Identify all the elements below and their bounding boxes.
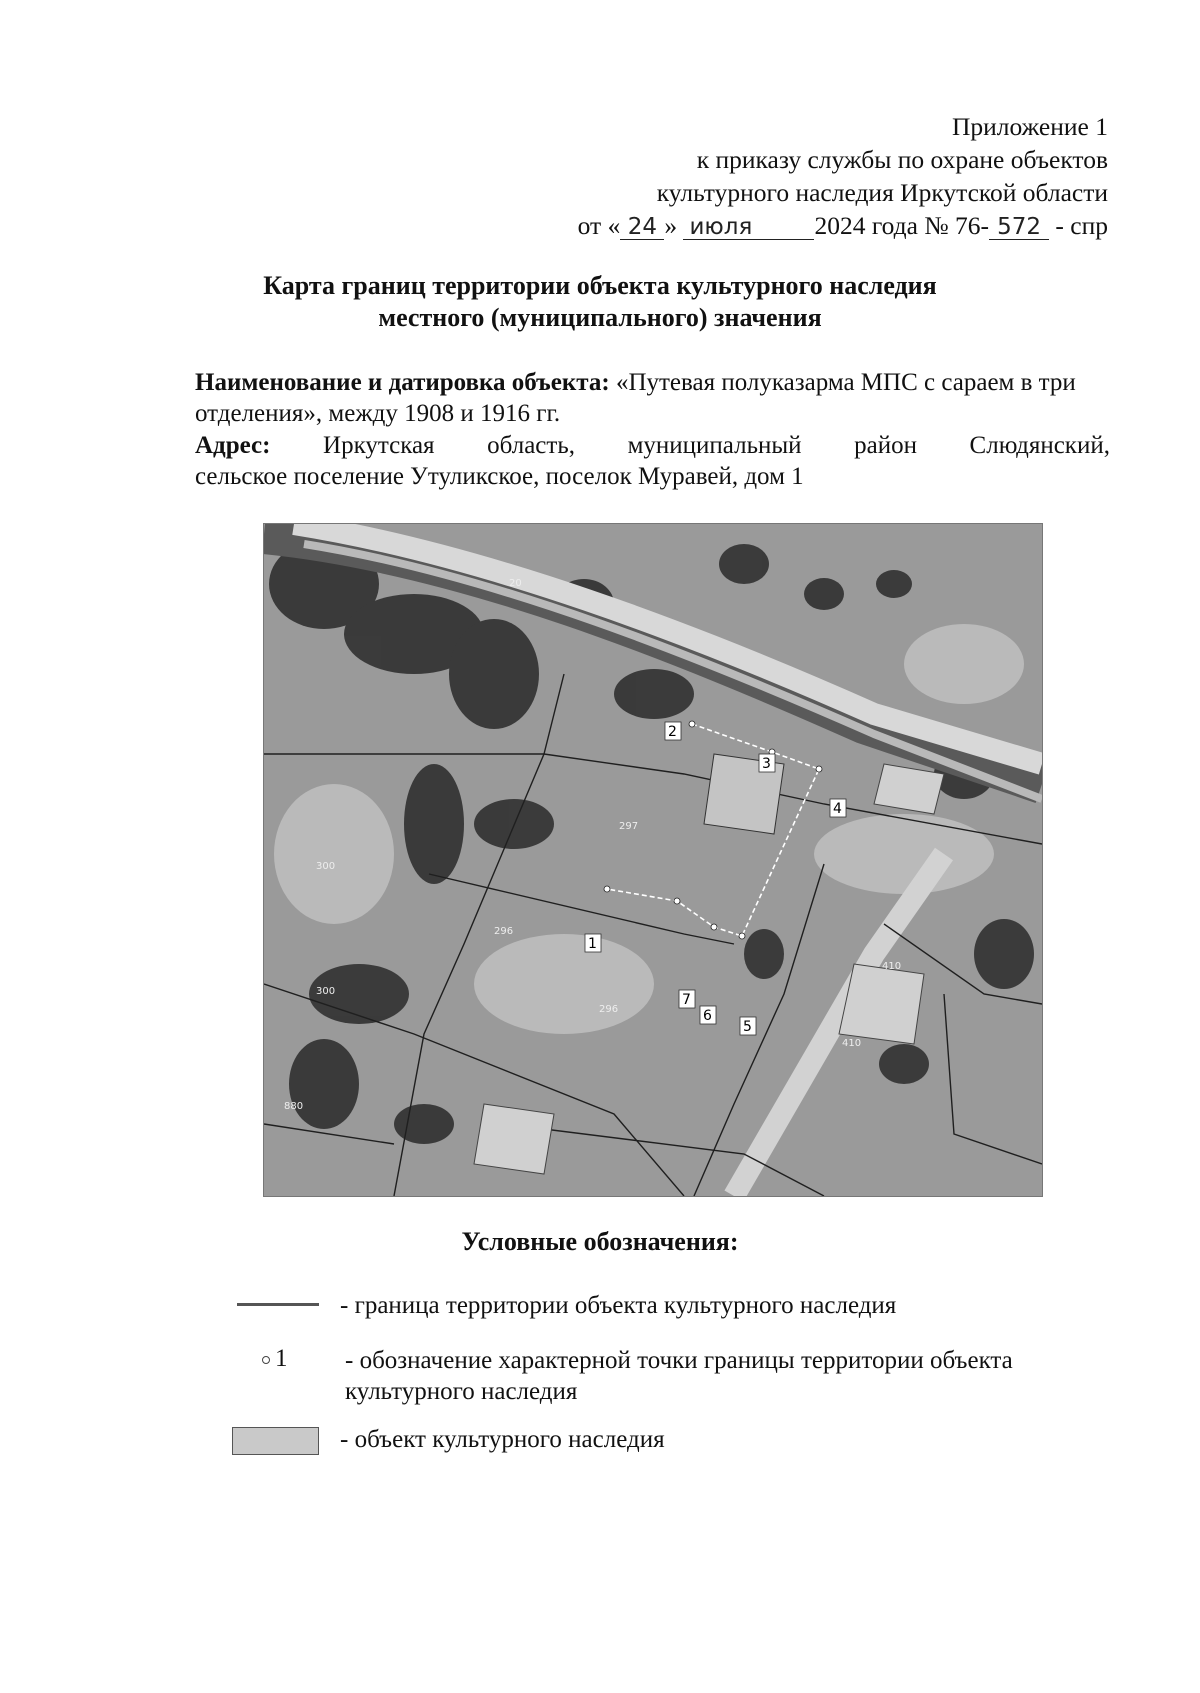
appendix-line-2: к приказу службы по охране объектов (696, 145, 1108, 174)
date-mid: » (664, 211, 678, 240)
date-day: 24 (620, 215, 664, 240)
parcel-number: 410 (882, 961, 902, 972)
parcel-number: 296 (494, 926, 514, 937)
address-word: область, (487, 432, 575, 459)
boundary-point-2 (689, 721, 695, 727)
object-name-block (195, 367, 1110, 429)
address-word: Иркутская (323, 432, 435, 459)
appendix-title: Приложение 1 (952, 112, 1108, 141)
parcel-number: 300 (316, 861, 336, 872)
parcel-number: 300 (316, 986, 336, 997)
aerial-map (263, 523, 1043, 1197)
address-word: муниципальный (627, 432, 802, 459)
title-line-2: местного (муниципального) значения (378, 303, 822, 332)
point-label-2: 2 (668, 724, 677, 740)
address-line-2: сельское поселение Утуликское, поселок Муравей, дом 1 (195, 463, 804, 490)
point-label-5: 5 (743, 1019, 752, 1035)
date-month: июля (683, 215, 814, 240)
parcel-number: 297 (619, 821, 639, 832)
point-label-1: 1 (588, 936, 597, 952)
point-label-7: 7 (682, 992, 691, 1008)
legend-object-swatch (232, 1427, 319, 1455)
legend-point-sample: 1 (275, 1345, 288, 1372)
boundary-point-4 (816, 766, 822, 772)
document-title (0, 270, 1200, 334)
point-label-6: 6 (703, 1008, 712, 1024)
object-address-block (195, 430, 1110, 492)
date-year: 2024 года № 76- (814, 211, 990, 240)
parcel-number: 296 (599, 1004, 619, 1015)
map-svg (264, 524, 1042, 1196)
legend-point-swatch (262, 1356, 270, 1364)
point-label-3: 3 (762, 756, 771, 772)
boundary-point-7 (674, 898, 680, 904)
address-word: район (854, 432, 917, 459)
address-label: Адрес: (195, 432, 271, 459)
parcel-number: 20 (509, 578, 522, 589)
legend-boundary-text: - граница территории объекта культурного наследия (340, 1292, 897, 1319)
date-prefix: от « (577, 211, 621, 240)
legend-boundary-swatch (237, 1303, 319, 1306)
boundary-point-1 (604, 886, 610, 892)
object-name-label: Наименование и датировка объекта: (195, 369, 610, 396)
boundary-point-5 (739, 933, 745, 939)
appendix-line-3: культурного наследия Иркутской области (656, 178, 1108, 207)
legend-title: Условные обозначения: (461, 1227, 739, 1256)
object-name-value: «Путевая полуказарма МПС с сараем в три отделения», между 1908 и 1916 гг. (195, 369, 1076, 427)
point-label-4: 4 (833, 801, 842, 817)
parcel-number: 880 (284, 1101, 304, 1112)
address-line-1 (195, 430, 1110, 461)
order-number: 572 (989, 215, 1049, 240)
appendix-header (578, 110, 1108, 242)
boundary-point-6 (711, 924, 717, 930)
parcel-number: 410 (842, 1038, 862, 1049)
order-suffix: - спр (1049, 211, 1108, 240)
legend-object-text: - объект культурного наследия (340, 1426, 665, 1453)
order-date-line (578, 209, 1108, 242)
address-word: Слюдянский, (969, 432, 1110, 459)
legend-point-text: - обозначение характерной точки границы территории объекта культурного наследия (345, 1347, 1013, 1405)
title-line-1: Карта границ территории объекта культурного наследия (263, 271, 937, 300)
